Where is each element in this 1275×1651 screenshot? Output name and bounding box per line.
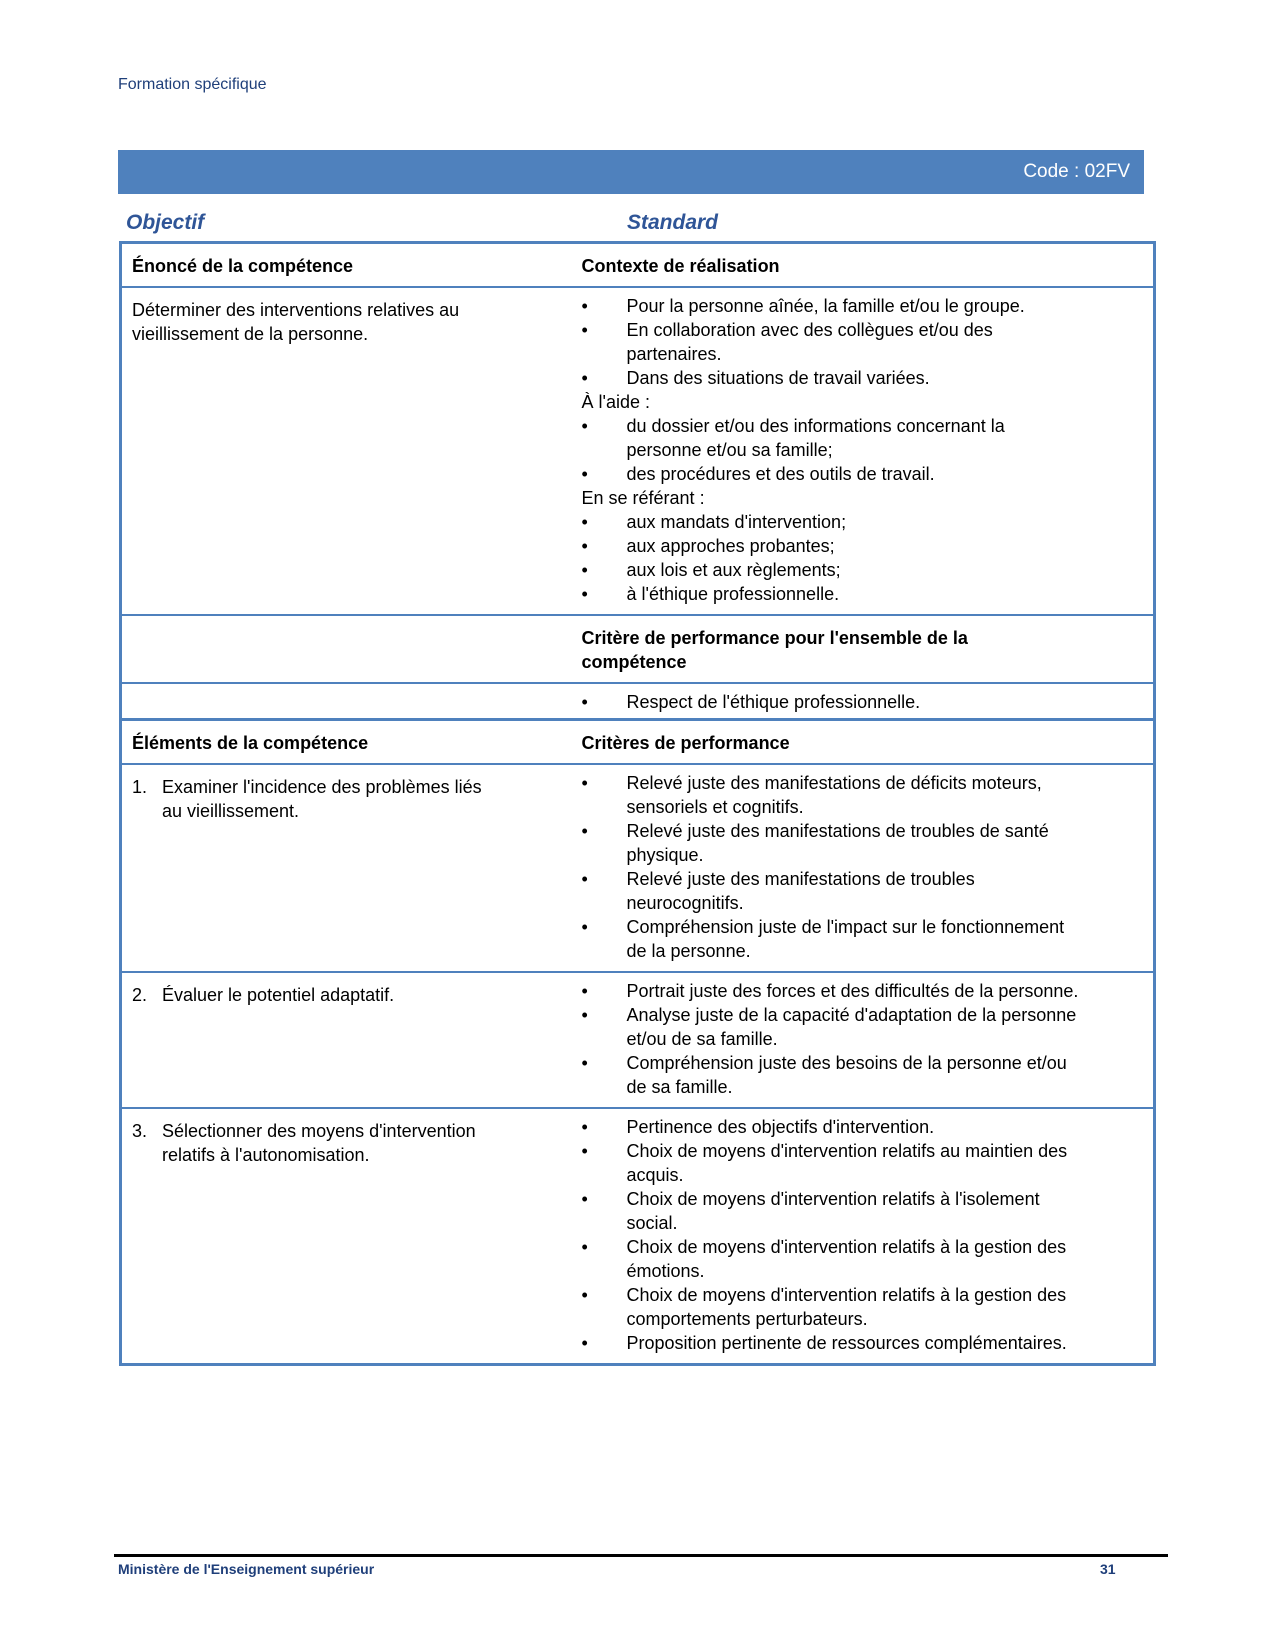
element-row: [121, 764, 1155, 972]
element-cell: [121, 972, 572, 1108]
bullet-item: [582, 867, 1144, 915]
element-row: [121, 972, 1155, 1108]
element-text-line: Sélectionner des moyens d'intervention: [162, 1121, 476, 1141]
section2-body-row: [121, 683, 1155, 720]
bullet-icon: •: [581, 1141, 588, 1161]
bullet-list: [582, 771, 1144, 963]
bullet-text-line: à l'éthique professionnelle.: [626, 584, 840, 604]
bullet-item: [582, 1139, 1144, 1187]
bullet-text-line: Relevé juste des manifestations de déficits moteurs,: [626, 773, 1042, 793]
element-text-line: Examiner l'incidence des problèmes liés: [162, 777, 482, 797]
statement-line: Déterminer des interventions relatives au: [132, 300, 460, 320]
bullet-text-line: Pertinence des objectifs d'intervention.: [626, 1117, 935, 1137]
bullet-item: [582, 1235, 1144, 1283]
footer-rule: [114, 1554, 1168, 1557]
bullet-list: [582, 294, 1144, 606]
bullet-item: [582, 294, 1144, 318]
bullet-text-line: Portrait juste des forces et des difficultés de la personne.: [626, 981, 1079, 1001]
bullet-icon: •: [581, 560, 588, 580]
bullet-item: [582, 1187, 1144, 1235]
element-row: [121, 1108, 1155, 1365]
bullet-item: [582, 819, 1144, 867]
element-text-line: Évaluer le potentiel adaptatif.: [162, 985, 395, 1005]
criteria-header-line: Critère de performance pour l'ensemble de la: [581, 628, 968, 648]
bullet-text-line: physique.: [626, 845, 704, 865]
bullet-text-line: de la personne.: [626, 941, 751, 961]
bullet-text-line: Choix de moyens d'intervention relatifs à la gestion des: [626, 1237, 1067, 1257]
bullet-icon: •: [581, 1189, 588, 1209]
bullet-text-line: Relevé juste des manifestations de troubles: [626, 869, 975, 889]
objective-heading: Objectif: [126, 211, 205, 234]
competency-table: [119, 241, 1156, 1366]
bullet-text-line: Choix de moyens d'intervention relatifs au maintien des: [626, 1141, 1068, 1161]
bullet-text-line: Analyse juste de la capacité d'adaptation de la personne: [626, 1005, 1077, 1025]
bullet-icon: •: [581, 1333, 588, 1353]
competency-code: Code : 02FV: [1023, 161, 1130, 182]
bullet-item: [582, 366, 1144, 390]
standard-heading: Standard: [627, 211, 719, 234]
bullet-item: [582, 915, 1144, 963]
bullet-icon: •: [581, 917, 588, 937]
context-intro: [582, 486, 1144, 510]
element-text-line: relatifs à l'autonomisation.: [162, 1145, 370, 1165]
element-item: [132, 983, 562, 1007]
bullet-icon: •: [581, 869, 588, 889]
footer-publisher: Ministère de l'Enseignement supérieur: [118, 1561, 375, 1577]
bullet-icon: •: [581, 692, 588, 712]
bullet-text-line: Dans des situations de travail variées.: [626, 368, 930, 388]
bullet-icon: •: [581, 464, 588, 484]
bullet-icon: •: [581, 1285, 588, 1305]
code-bar: [118, 150, 1144, 194]
bullet-icon: •: [581, 821, 588, 841]
page-number: 31: [1100, 1561, 1116, 1577]
element-cell: [121, 1108, 572, 1365]
bullet-item: [582, 690, 1144, 714]
empty-cell: [121, 615, 572, 683]
bullet-text-line: personne et/ou sa famille;: [626, 440, 833, 460]
bullet-icon: •: [581, 1053, 588, 1073]
element-number: 2.: [132, 985, 148, 1005]
bullet-icon: •: [581, 1237, 588, 1257]
performance-criteria-header: Critères de performance: [572, 720, 1155, 765]
bullet-item: [582, 1331, 1144, 1355]
bullet-text-line: Choix de moyens d'intervention relatifs à la gestion des: [626, 1285, 1067, 1305]
bullet-text-line: aux mandats d'intervention;: [626, 512, 847, 532]
context-list: [572, 287, 1155, 615]
bullet-icon: •: [581, 320, 588, 340]
element-criteria-cell: [572, 764, 1155, 972]
bullet-text-line: Choix de moyens d'intervention relatifs à l'isolement: [626, 1189, 1040, 1209]
context-header: Contexte de réalisation: [581, 256, 780, 276]
section2-header-row: [121, 615, 1155, 683]
bullet-item: [582, 534, 1144, 558]
element-item: [132, 775, 562, 823]
bullet-list: [582, 979, 1144, 1099]
criteria-header-line: compétence: [581, 652, 687, 672]
section3-header-row: [121, 720, 1155, 765]
bullet-text-line: acquis.: [626, 1165, 684, 1185]
bullet-item: [582, 979, 1144, 1003]
elements-header: Éléments de la compétence: [121, 720, 572, 765]
running-title: Formation spécifique: [118, 76, 267, 93]
global-criteria-list: [572, 683, 1155, 720]
bullet-text-line: Compréhension juste de l'impact sur le fonctionnement: [626, 917, 1065, 937]
bullet-icon: •: [581, 773, 588, 793]
competency-statement: [121, 287, 572, 615]
bullet-item: [582, 1003, 1144, 1051]
bullet-text-line: émotions.: [626, 1261, 705, 1281]
bullet-text-line: comportements perturbateurs.: [626, 1309, 868, 1329]
element-item: [132, 1119, 562, 1167]
bullet-list: [582, 1115, 1144, 1355]
bullet-icon: •: [581, 416, 588, 436]
element-criteria-cell: [572, 1108, 1155, 1365]
statement-header: Énoncé de la compétence: [132, 256, 354, 276]
element-criteria-cell: [572, 972, 1155, 1108]
bullet-item: [582, 318, 1144, 366]
bullet-text-line: Pour la personne aînée, la famille et/ou le groupe.: [626, 296, 1025, 316]
intro-text-line: À l'aide :: [581, 392, 650, 412]
global-criteria-header: [572, 615, 1155, 683]
bullet-icon: •: [581, 536, 588, 556]
bullet-item: [582, 1283, 1144, 1331]
statement-line: vieillissement de la personne.: [132, 324, 369, 344]
element-text-line: au vieillissement.: [162, 801, 300, 821]
bullet-item: [582, 1051, 1144, 1099]
bullet-item: [582, 558, 1144, 582]
bullet-text-line: Respect de l'éthique professionnelle.: [626, 692, 921, 712]
bullet-text-line: des procédures et des outils de travail.: [626, 464, 935, 484]
bullet-text-line: Compréhension juste des besoins de la personne et/ou: [626, 1053, 1067, 1073]
bullet-icon: •: [581, 512, 588, 532]
bullet-text-line: En collaboration avec des collègues et/ou des: [626, 320, 993, 340]
bullet-text-line: et/ou de sa famille.: [626, 1029, 778, 1049]
bullet-icon: •: [581, 584, 588, 604]
bullet-item: [582, 582, 1144, 606]
bullet-text-line: du dossier et/ou des informations concernant la: [626, 416, 1005, 436]
bullet-text-line: Relevé juste des manifestations de troubles de santé: [626, 821, 1049, 841]
bullet-icon: •: [581, 296, 588, 316]
bullet-text-line: de sa famille.: [626, 1077, 733, 1097]
element-number: 3.: [132, 1121, 148, 1141]
bullet-text-line: neurocognitifs.: [626, 893, 744, 913]
bullet-text-line: sensoriels et cognitifs.: [626, 797, 804, 817]
bullet-icon: •: [581, 1005, 588, 1025]
bullet-icon: •: [581, 1117, 588, 1137]
bullet-text-line: aux approches probantes;: [626, 536, 835, 556]
bullet-icon: •: [581, 981, 588, 1001]
bullet-text-line: aux lois et aux règlements;: [626, 560, 841, 580]
bullet-item: [582, 414, 1144, 462]
bullet-list: [582, 690, 1144, 714]
context-intro: [582, 390, 1144, 414]
empty-cell: [121, 683, 572, 720]
bullet-item: [582, 771, 1144, 819]
bullet-icon: •: [581, 368, 588, 388]
bullet-item: [582, 510, 1144, 534]
bullet-item: [582, 462, 1144, 486]
bullet-text-line: Proposition pertinente de ressources complémentaires.: [626, 1333, 1067, 1353]
bullet-item: [582, 1115, 1144, 1139]
element-number: 1.: [132, 777, 148, 797]
section1-body-row: [121, 287, 1155, 615]
element-cell: [121, 764, 572, 972]
bullet-text-line: social.: [626, 1213, 678, 1233]
section1-header-row: [121, 243, 1155, 288]
bullet-text-line: partenaires.: [626, 344, 722, 364]
intro-text-line: En se référant :: [581, 488, 705, 508]
